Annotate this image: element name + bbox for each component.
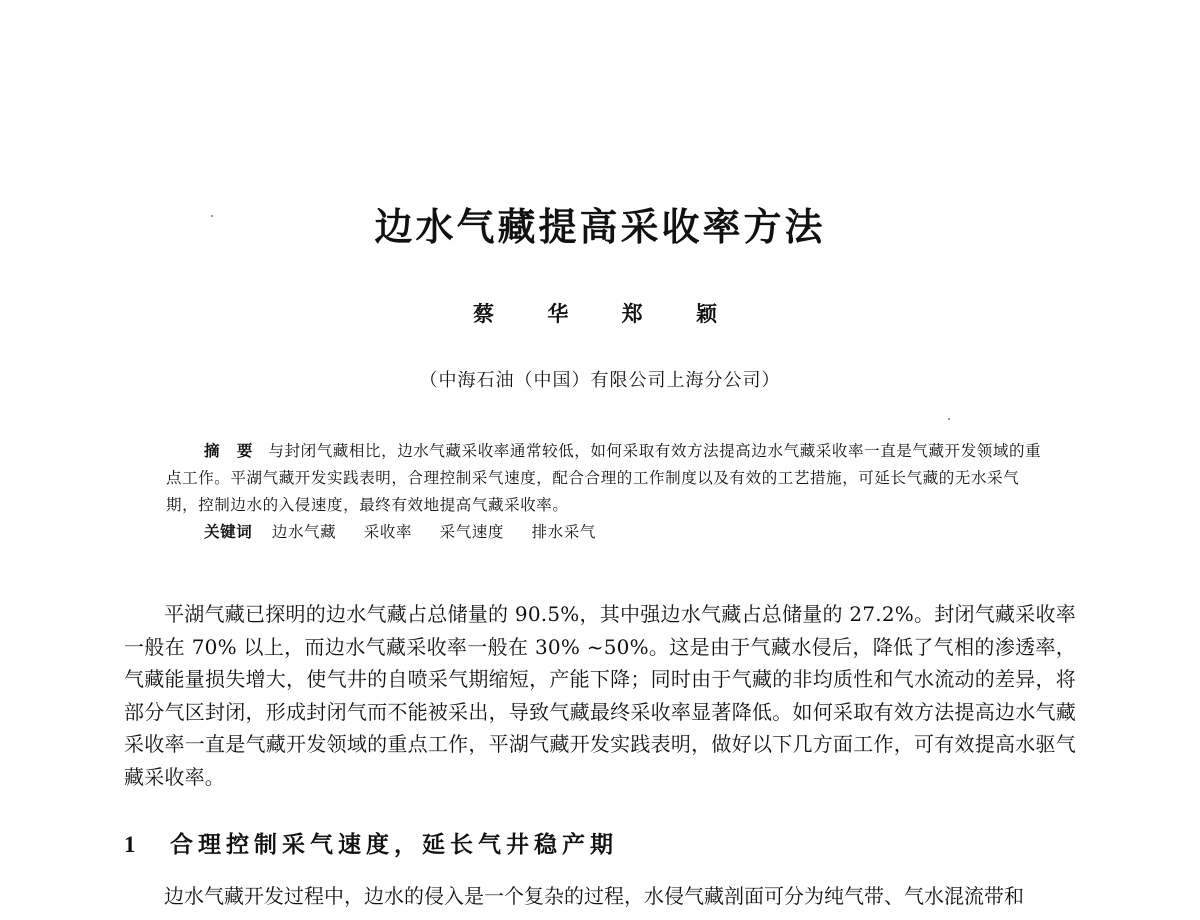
abstract-label: 摘 要 [204,442,259,460]
section-title: 合理控制采气速度，延长气井稳产期 [170,832,618,858]
abstract-block [166,438,1046,546]
scan-speck [948,418,950,420]
keyword-item: 边水气藏 [271,523,337,541]
intro-paragraph: 平湖气藏已探明的边水气藏占总储量的 90.5%，其中强边水气藏占总储量的 27.2%。封闭气藏采收率一般在 70% 以上，而边水气藏采收率一般在 30% ~50%。这是由于气藏水侵后，降低了气相的渗透率，气藏能量损失增大，使气井的自喷采气期缩短，产能下降；同时由于气藏的非均质性和气水流动的差异，将部分气区封闭，形成封闭气而不能被采出，导致气藏最终采收率显著降低。如何采取有效方法提高边水气藏采收率一直是气藏开发领域的重点工作，平湖气藏开发实践表明，做好以下几方面工作，可有效提高水驱气藏采收率。 [124,602,1076,789]
section-body-first-line: 边水气藏开发过程中，边水的侵入是一个复杂的过程，水侵气藏剖面可分为纯气带、气水混流带和 [164,884,1024,908]
paper-authors: 蔡 华 郑 颖 [473,301,727,326]
keyword-item: 采收率 [363,523,413,541]
abstract-text: 与封闭气藏相比，边水气藏采收率通常较低，如何采取有效方法提高边水气藏采收率一直是气藏开发领域的重点工作。平湖气藏开发实践表明，合理控制采气速度，配合合理的工作制度以及有效的工艺措施，可延长气藏的无水采气期，控制边水的入侵速度，最终有效地提高气藏采收率。 [166,442,1042,514]
keywords-line [166,519,1046,546]
section-number: 1 [124,832,136,857]
scan-speck [211,215,213,217]
keyword-item: 采气速度 [439,523,505,541]
keyword-item: 排水采气 [531,523,596,541]
paper-affiliation: （中海石油（中国）有限公司上海分公司） [419,370,781,391]
section-heading [124,826,618,859]
paper-title: 边水气藏提高采收率方法 [374,205,826,249]
abstract-paragraph [166,438,1046,519]
keywords-label: 关键词 [204,523,253,541]
